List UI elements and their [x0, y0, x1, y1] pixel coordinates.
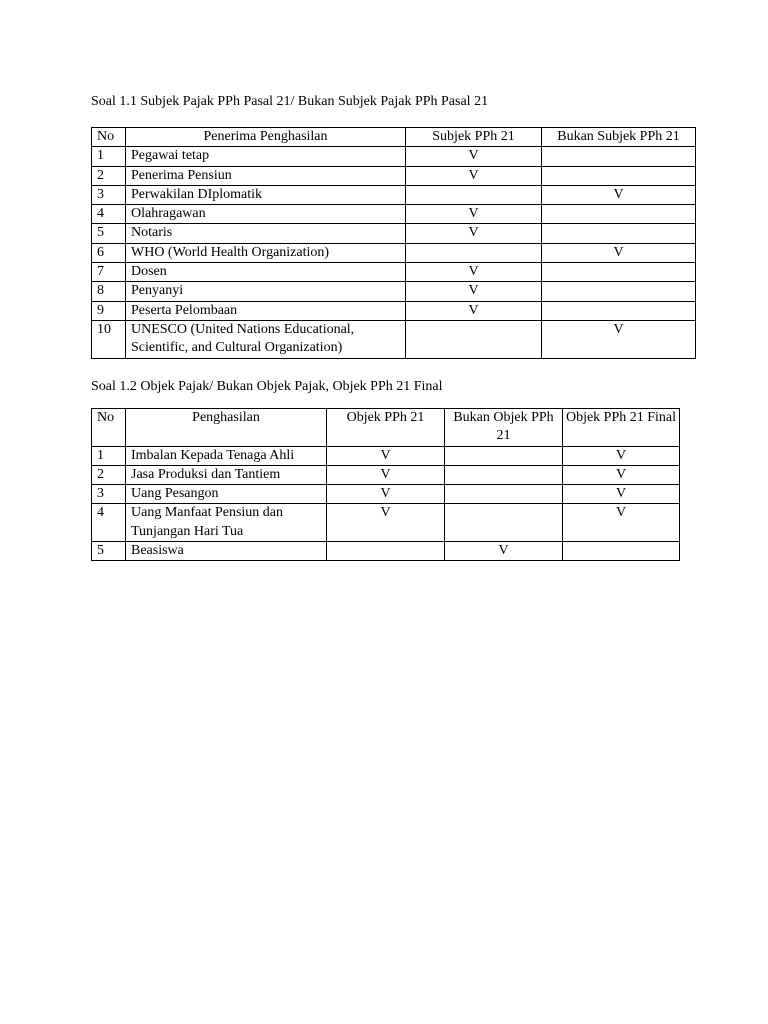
object-final-mark: V [563, 446, 680, 465]
subject-mark: V [406, 166, 542, 185]
recipient-cell: Dosen [126, 263, 406, 282]
section1-title: Soal 1.1 Subjek Pajak PPh Pasal 21/ Bukan Subjek Pajak PPh Pasal 21 [91, 94, 489, 109]
object-final-mark: V [563, 485, 680, 504]
not-subject-mark [542, 224, 696, 243]
subject-mark: V [406, 263, 542, 282]
recipient-cell: Notaris [126, 224, 406, 243]
header-no: No [92, 409, 126, 447]
not-object-mark [445, 485, 563, 504]
section2-title: Soal 1.2 Objek Pajak/ Bukan Objek Pajak, Objek PPh 21 Final [91, 379, 443, 394]
object-mark: V [327, 446, 445, 465]
table-row [92, 504, 680, 542]
table-row [92, 301, 696, 320]
recipient-cell: Penyanyi [126, 282, 406, 301]
object-mark: V [327, 485, 445, 504]
row-number: 10 [92, 320, 126, 358]
row-number: 2 [92, 465, 126, 484]
object-final-mark: V [563, 465, 680, 484]
object-mark [327, 542, 445, 561]
table-row [92, 263, 696, 282]
subject-mark: V [406, 224, 542, 243]
income-cell: Uang Manfaat Pensiun dan Tunjangan Hari Tua [126, 504, 327, 542]
row-number: 8 [92, 282, 126, 301]
table-row [92, 465, 680, 484]
table-header-row [92, 128, 696, 147]
table-row [92, 446, 680, 465]
income-cell: Uang Pesangon [126, 485, 327, 504]
header-no: No [92, 128, 126, 147]
object-final-mark: V [563, 504, 680, 542]
subject-mark [406, 185, 542, 204]
not-subject-mark: V [542, 243, 696, 262]
table-row [92, 243, 696, 262]
recipient-cell: Penerima Pensiun [126, 166, 406, 185]
not-subject-mark [542, 263, 696, 282]
not-subject-mark [542, 282, 696, 301]
recipient-cell: Pegawai tetap [126, 147, 406, 166]
row-number: 9 [92, 301, 126, 320]
header-subject: Subjek PPh 21 [406, 128, 542, 147]
income-cell: Beasiswa [126, 542, 327, 561]
income-cell: Imbalan Kepada Tenaga Ahli [126, 446, 327, 465]
not-subject-mark [542, 147, 696, 166]
not-subject-mark [542, 166, 696, 185]
row-number: 3 [92, 185, 126, 204]
not-subject-mark [542, 301, 696, 320]
table-row [92, 282, 696, 301]
not-subject-mark: V [542, 320, 696, 358]
row-number: 4 [92, 205, 126, 224]
subject-mark [406, 320, 542, 358]
subject-mark: V [406, 282, 542, 301]
object-mark: V [327, 504, 445, 542]
object-tax-table [91, 408, 680, 561]
header-income: Penghasilan [126, 409, 327, 447]
row-number: 6 [92, 243, 126, 262]
recipient-cell: UNESCO (United Nations Educational, Scientific, and Cultural Organization) [126, 320, 406, 358]
table-row [92, 185, 696, 204]
recipient-cell: Olahragawan [126, 205, 406, 224]
subject-mark: V [406, 301, 542, 320]
not-subject-mark [542, 205, 696, 224]
table-row [92, 224, 696, 243]
header-not-object: Bukan Objek PPh 21 [445, 409, 563, 447]
subject-tax-table [91, 127, 696, 359]
row-number: 4 [92, 504, 126, 542]
not-object-mark [445, 446, 563, 465]
row-number: 5 [92, 542, 126, 561]
income-cell: Jasa Produksi dan Tantiem [126, 465, 327, 484]
recipient-cell: Perwakilan DIplomatik [126, 185, 406, 204]
header-object-final: Objek PPh 21 Final [563, 409, 680, 447]
not-subject-mark: V [542, 185, 696, 204]
table-row [92, 166, 696, 185]
subject-mark: V [406, 147, 542, 166]
object-final-mark [563, 542, 680, 561]
header-recipient: Penerima Penghasilan [126, 128, 406, 147]
not-object-mark [445, 465, 563, 484]
row-number: 2 [92, 166, 126, 185]
row-number: 5 [92, 224, 126, 243]
header-not-subject: Bukan Subjek PPh 21 [542, 128, 696, 147]
table-header-row [92, 409, 680, 447]
subject-mark: V [406, 205, 542, 224]
row-number: 1 [92, 446, 126, 465]
recipient-cell: Peserta Pelombaan [126, 301, 406, 320]
table-row [92, 147, 696, 166]
table-row [92, 542, 680, 561]
row-number: 1 [92, 147, 126, 166]
object-mark: V [327, 465, 445, 484]
table-row [92, 205, 696, 224]
subject-mark [406, 243, 542, 262]
not-object-mark [445, 504, 563, 542]
row-number: 7 [92, 263, 126, 282]
recipient-cell: WHO (World Health Organization) [126, 243, 406, 262]
row-number: 3 [92, 485, 126, 504]
table-row [92, 320, 696, 358]
table-row [92, 485, 680, 504]
header-object: Objek PPh 21 [327, 409, 445, 447]
not-object-mark: V [445, 542, 563, 561]
